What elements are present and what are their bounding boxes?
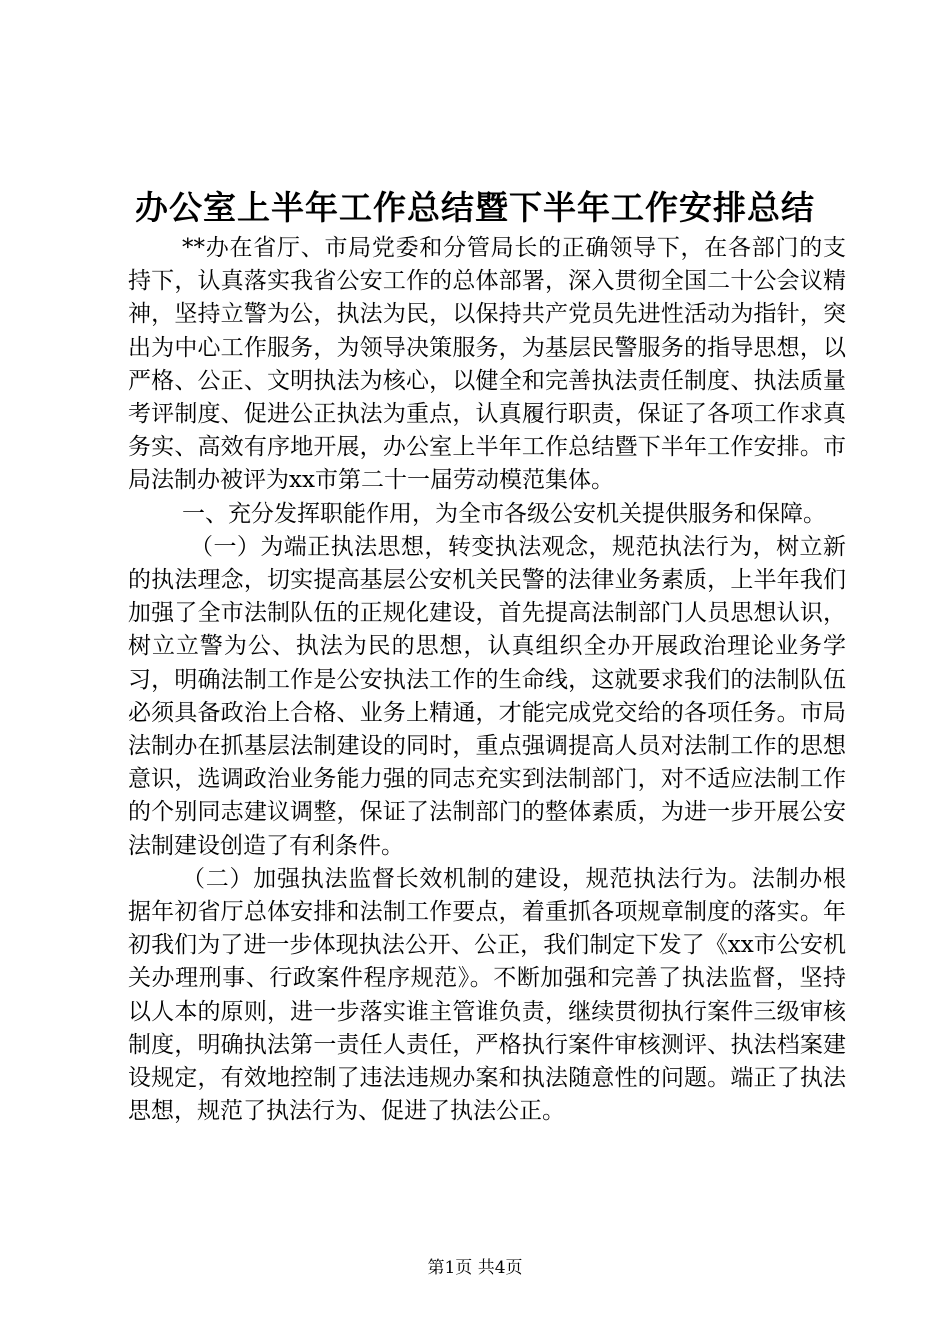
page-number-footer: 第1页 共4页: [427, 1258, 523, 1278]
subsection-paragraph-2: （二）加强执法监督长效机制的建设，规范执法行为。法制办根据年初省厅总体安排和法制工作要点，着重抓各项规章制度的落实。年初我们为了进一步体现执法公开、公正，我们制定下发了《xx市公安机关办理刑事、行政案件程序规范》。不断加强和完善了执法监督，坚持以人本的原则，进一步落实谁主管谁负责，继续贯彻执行案件三级审核制度，明确执法第一责任人责任，严格执行案件审核测评、执法档案建设规定，有效地控制了违法违规办案和执法随意性的问题。端正了执法思想，规范了执法行为、促进了执法公正。: [128, 865, 846, 1125]
subsection-paragraph-1: （一）为端正执法思想，转变执法观念，规范执法行为，树立新的执法理念，切实提高基层公安机关民警的法律业务素质，上半年我们加强了全市法制队伍的正规化建设，首先提高法制部门人员思想认识，树立立警为公、执法为民的思想，认真组织全办开展政治理论业务学习，明确法制工作是公安执法工作的生命线，这就要求我们的法制队伍必须具备政治上合格、业务上精通，才能完成党交给的各项任务。市局法制办在抓基层法制建设的同时，重点强调提高人员对法制工作的思想意识，选调政治业务能力强的同志充实到法制部门，对不适应法制工作的个别同志建议调整，保证了法制部门的整体素质，为进一步开展公安法制建设创造了有利条件。: [128, 533, 846, 859]
document-body: [128, 232, 846, 1128]
section-heading-1: 一、充分发挥职能作用，为全市各级公安机关提供服务和保障。: [182, 500, 826, 527]
intro-paragraph: **办在省厅、市局党委和分管局长的正确领导下，在各部门的支持下，认真落实我省公安工作的总体部署，深入贯彻全国二十公会议精神，坚持立警为公，执法为民，以保持共产党员先进性活动为指针，突出为中心工作服务，为领导决策服务，为基层民警服务的指导思想，以严格、公正、文明执法为核心，以健全和完善执法责任制度、执法质量考评制度、促进公正执法为重点，认真履行职责，保证了各项工作求真务实、高效有序地开展，办公室上半年工作总结暨下半年工作安排。市局法制办被评为xx市第二十一届劳动模范集体。: [128, 235, 846, 494]
document-title: 办公室上半年工作总结暨下半年工作安排总结: [135, 188, 815, 227]
